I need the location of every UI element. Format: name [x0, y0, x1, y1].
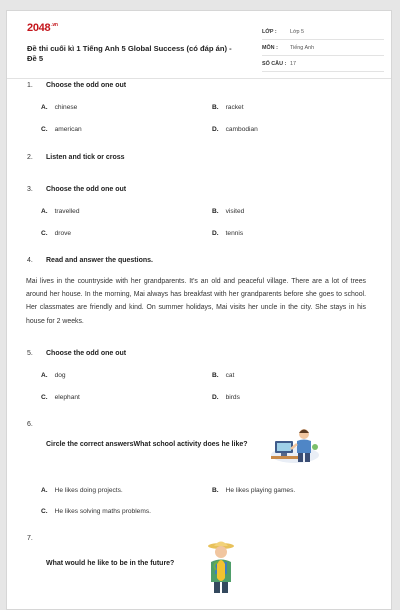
option[interactable]: A. He likes doing projects. [41, 487, 123, 494]
meta-row-count: SỐ CÂU : 17 [262, 56, 384, 72]
boy-at-computer-illustration [267, 425, 321, 465]
option[interactable]: C. He likes solving maths problems. [41, 508, 151, 515]
option[interactable]: A. dog [41, 372, 66, 379]
option[interactable]: D. tennis [212, 230, 244, 237]
document-page: $2048^{.vn}$ Đề thi cuối kì 1 Tiếng Anh 5 Global Success (có đáp án) - Đề 5 LỚP : Lớp 5 MÔN : Tiếng Anh SỐ CÂU : 17 1. Choose the odd one out A. chinese B. racket C. american D. cambodian 2. Listen and tick or cross 3. Choose the odd one out A. travelled B. visited C. drove D. tennis 4. Read and answer the questions. Mai lives in the countryside with her grandparents. It's an old and peaceful village. There are a lot of trees around her house. In the morning, Mai always has breakfast with her grandparents before she goes to school. Her classmates are friendly and kind. On summer holidays, Mai visits her uncle in the city. She stays in his house for 2 weeks. 5. Choose the odd one out A. dog B. cat C. elephant D. birds 6. Circle the correct answersWhat school activity does he like? A. He likes doing projects. B. He likes playing games. C. He likes solving maths problems. 7. What would he like to be in the future? [6, 10, 392, 610]
option[interactable]: C. american [41, 126, 82, 133]
meta-row-subject: MÔN : Tiếng Anh [262, 40, 384, 56]
farmer-holding-corn-illustration [203, 538, 239, 594]
option[interactable]: C. drove [41, 230, 72, 237]
meta-table [262, 24, 384, 72]
option[interactable]: B. cat [212, 372, 235, 379]
option[interactable]: D. birds [212, 394, 240, 401]
option[interactable]: B. He likes playing games. [212, 487, 296, 494]
meta-row-class: LỚP : Lớp 5 [262, 24, 384, 40]
option[interactable]: A. travelled [41, 208, 80, 215]
site-logo[interactable]: $2048^{.vn}$ [27, 22, 58, 34]
header-divider [7, 78, 391, 79]
option[interactable]: B. racket [212, 104, 244, 111]
option[interactable]: B. visited [212, 208, 245, 215]
reading-passage: Mai lives in the countryside with her grandparents. It's an old and peaceful village. There are a lot of trees around her house. In the morning, Mai always has breakfast with her grandparents before she goes to school. Her classmates are friendly and kind. On summer holidays, Mai visits her uncle in the city. She stays in his house for 2 weeks. [26, 278, 366, 325]
document-title: Đề thi cuối kì 1 Tiếng Anh 5 Global Success (có đáp án) - Đề 5 [27, 44, 232, 63]
option[interactable]: C. elephant [41, 394, 80, 401]
option[interactable]: A. chinese [41, 104, 78, 111]
option[interactable]: D. cambodian [212, 126, 258, 133]
